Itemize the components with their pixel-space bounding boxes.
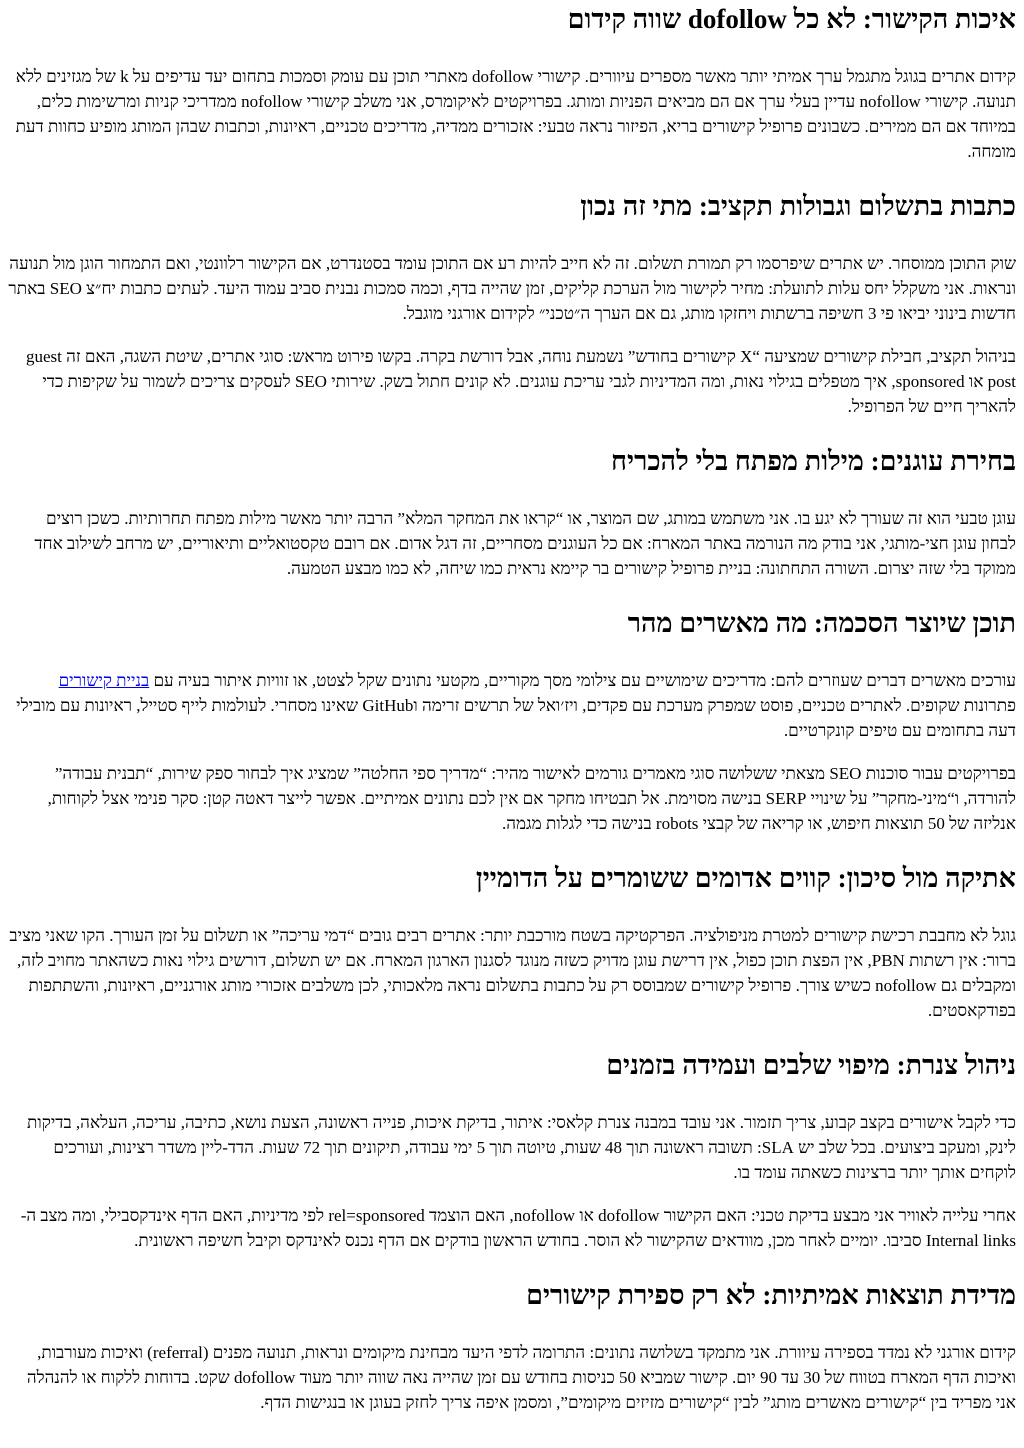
section-heading: תוכן שיוצר הסכמה: מה מאשרים מהר — [627, 608, 1016, 638]
section-paid-articles — [8, 191, 1016, 419]
paragraph: עוגן טבעי הוא זה שעורך לא יגע בו. אני משתמש במותג, שם המוצר, או “קראו את המחקר המלא” הרבה יותר מאשר מילות מפתח תחרותיות. כשכן רוצים לבחון עוגן חצי-מותגי, אני בודק מה הנורמה באתר המארח: אם כל העוגנים מסחריים, זה דגל אדום. אם רובם טקסטואליים ותיאוריים, יש מרחב לשילוב אחד ממוקד בלי שזה יצרום. השורה התחתונה: בניית פרופיל קישורים בר קיימא נראית כמו שיחה, לא כמו מבצע הטמעה. — [34, 509, 1016, 578]
paragraph: קידום אתרים בגוגל מתגמל ערך אמיתי יותר מאשר מספרים עיוורים. קישורי dofollow מאתרי תוכן עם עומק וסמכות בתחום יעד עדיפים על k של מגזינים ללא תנועה. קישורי nofollow עדיין בעלי ערך אם הם מביאים הפניות ומותג. בפרויקטים לאיקומרס, אני משלב קישורי nofollow ממדריכי קניות ומרשימות כלים, במיוחד אם הם ממירים. כשבונים פרופיל קישורים בריא, הפיזור נראה טבעי: אזכורים ממדיה, מדריכים טכניים, ראיונות, וכתבות שבהן המותג מופיע כחוות דעת מומחה. — [15, 67, 1016, 161]
section-heading: כתבות בתשלום וגבולות תקציב: מתי זה נכון — [580, 191, 1016, 221]
paragraph-text-after-link: פתרונות שקופים. לאתרים טכניים, פוסט שמפרק מערכת עם פקדים, ויז׳ואל של תרשים זרימה וGitHub שאינו מסחרי. לעולמות לייף סטייל, ראיונות עם מובילי דעה בתחומים עם טיפים קונקרטיים. — [16, 696, 1016, 740]
section-measuring-results — [8, 1280, 1016, 1415]
paragraph: שוק התוכן ממוסחר. יש אתרים שיפרסמו רק תמורת תשלום. זה לא חייב להיות רע אם התוכן עומד בסטנדרט, אם הקישור רלוונטי, ואם התמחור הוגן מול תנועה ונראות. אני משקלל יחס עלות לתועלת: מחיר לקישור מול הערכת קליקים, זמן שהייה בדף, וכמה סמכות נבנית סביב עמוד היעד. לעתים כתבות יח״צ SEO באתר חדשות בינוני יביאו פי 3 חשיפה ברשתות ויחזקו מותג, גם אם הערך ה״טכני״ לקידום אורגני מוגבל. — [8, 254, 1016, 323]
article — [8, 4, 1016, 1415]
paragraph: בפרויקטים עבור סוכנות SEO מצאתי ששלושה סוגי מאמרים גורמים לאישור מהיר: “מדריך ספי החלטה” שמציג איך לבחור ספק שירות, “תבנית עבודה” להורדה, ו“מיני-מחקר” על שינויי SERP בנישה מסוימת. אל תבטיחו מחקר אם אין לכם נתונים אמיתיים. אפשר לייצר דאטה קטן: סקר פנימי אצל לקוחות, אנליזה של 50 תוצאות חיפוש, או קריאה של קבצי robots בנישה כדי לגלות מגמה. — [47, 764, 1016, 833]
section-ethics-risk — [8, 863, 1016, 1023]
section-anchor-choice — [8, 446, 1016, 581]
paragraph-text-before-link: עורכים מאשרים דברים שעוזרים להם: מדריכים שימושיים עם צילומי מסך מקוריים, מקטעי נתונים שקל לצטט, או זוויות איתור בעיה עם — [149, 671, 1016, 690]
section-link-quality — [8, 4, 1016, 164]
paragraph: בניהול תקציב, חבילת קישורים שמציעה “X קישורים בחודש” נשמעת נוחה, אבל דורשת בקרה. בקשו פירוט מראש: סוגי אתרים, שיטת השגה, האם זה guest post או sponsored, איך מטפלים בגילוי נאות, ומה המדיניות לגבי עריכת עוגנים. לא קונים חתול בשק. שירותי SEO לעסקים צריכים לשמור על שקיפות כדי להאריך חיים של הפרופיל. — [25, 347, 1016, 416]
section-heading: איכות הקישור: לא כל dofollow שווה קידום — [567, 4, 1016, 34]
paragraph: כדי לקבל אישורים בקצב קבוע, צריך תזמור. אני עובד במבנה צנרת קלאסי: איתור, בדיקת איכות, פנייה ראשונה, הצעת נושא, כתיבה, עריכה, העלאה, בדיקות לינק, ומעקב ביצועים. בכל שלב יש SLA: תשובה ראשונה תוך 48 שעות, טיוטה תוך 5 ימי עבודה, תיקונים תוך 72 שעות. הדד-ליין משדר רצינות, ועורכים לוקחים אותך יותר ברצינות כשאתה עומד בו. — [27, 1113, 1016, 1182]
paragraph: אחרי עלייה לאוויר אני מבצע בדיקת טכני: האם הקישור dofollow או nofollow, האם הוצמד rel=sponsored לפי מדיניות, האם הדף אינדקסבילי, ומה מצב ה-Internal links סביבו. יומיים לאחר מכן, מוודאים שהקישור לא הוסר. בחודש הראשון בודקים אם הדף נכנס לאינדקס וקיבל חשיפה ראשונית. — [20, 1206, 1016, 1250]
paragraph — [8, 668, 1016, 743]
section-pipeline-management — [8, 1050, 1016, 1253]
paragraph: גוגל לא מחבבת רכישת קישורים למטרת מניפולציה. הפרקטיקה בשטח מורכבת יותר: אתרים רבים גובים “דמי עריכה” או תשלום על זמן העורך. הקו שאני מציב ברור: אין רשתות PBN, אין הפצת תוכן כפול, אין דרישת עוגן מדויק כשזה מנוגד לסגנון הארגון המארח. אם יש תשלום, דורשים גילוי נאות כשהאתר מחויב לזה, ומקבלים גם nofollow כשיש צורך. פרופיל קישורים שמבוסס רק על כתבות בתשלום נראה מלאכותי, לכן משלבים אזכורי מותג אורגניים, ראיונות, והשתתפות בפודקאסטים. — [9, 926, 1016, 1020]
section-heading: מדידת תוצאות אמיתיות: לא רק ספירת קישורים — [526, 1280, 1016, 1310]
section-approved-content — [8, 608, 1016, 836]
link-building-link[interactable]: בניית קישורים — [58, 671, 150, 690]
section-heading: בחירת עוגנים: מילות מפתח בלי להכריח — [611, 446, 1016, 476]
paragraph: קידום אורגני לא נמדד בספירה עיוורת. אני מתמקד בשלושה נתונים: התרומה לדפי היעד מבחינת מיקומים ונראות, תנועה מפנים (referral) ואיכות מעורבות, ואיכות הדף המארח בטווח של 30 עד 90 יום. קישור שמביא 50 כניסות בחודש עם זמן שהייה נאה שווה יותר מעוד dofollow שקט. בדוחות ללקוח או להנהלה אני מפריד בין “קישורים מאשרים מותג” לבין “קישורים מזיזים מיקומים”, ומסמן איפה צריך לחזק בעוגן או בנגישות הדף. — [26, 1343, 1016, 1412]
section-heading: ניהול צנרת: מיפוי שלבים ועמידה בזמנים — [606, 1050, 1016, 1080]
section-heading: אתיקה מול סיכון: קווים אדומים ששומרים על הדומיין — [475, 863, 1016, 893]
